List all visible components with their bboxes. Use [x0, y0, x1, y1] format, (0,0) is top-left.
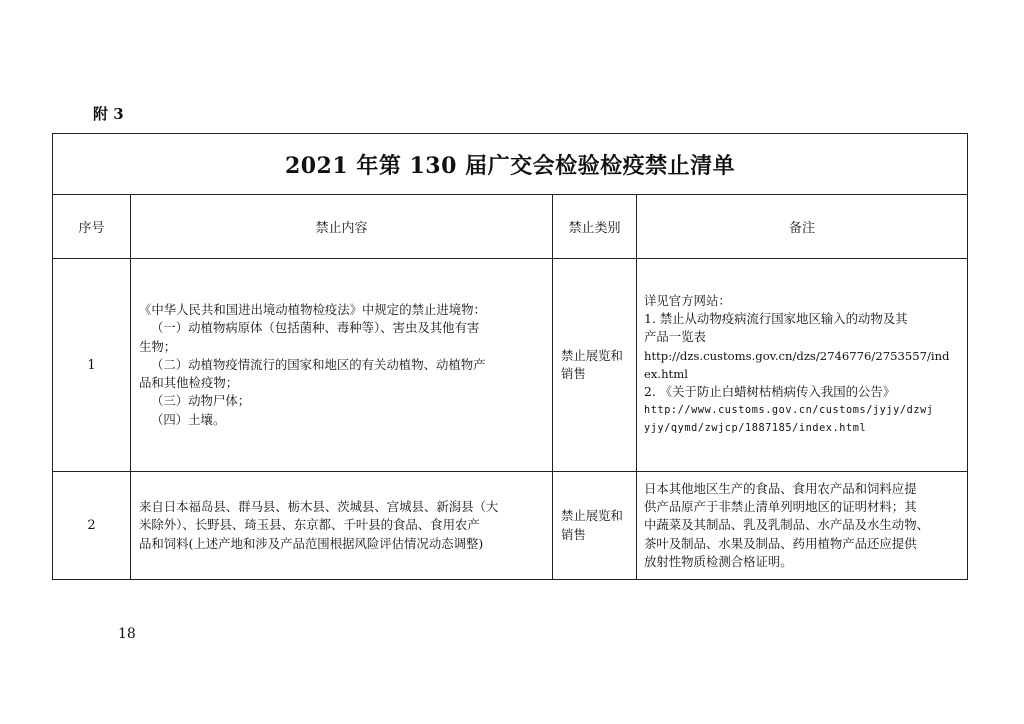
prohibition-category: [553, 472, 637, 580]
table-row: [53, 472, 968, 580]
page-number: 18: [118, 626, 136, 642]
header-remarks: 备注: [637, 195, 968, 259]
category-line: 销售: [561, 526, 586, 542]
header-category: 禁止类别: [553, 195, 637, 259]
category-line: 禁止展览和: [561, 347, 623, 363]
prohibited-content: [131, 472, 553, 580]
remark-line: 2. 《关于防止白蜡树枯梢病传入我国的公告》: [644, 384, 896, 400]
content-line: 生物；: [139, 338, 177, 354]
remark-link[interactable]: http://www.customs.gov.cn/customs/jyjy/dzwj: [644, 404, 934, 416]
remark-line: 产品一览表: [644, 329, 706, 345]
content-line: 来自日本福岛县、群马县、栃木县、茨城县、宫城县、新潟县（大: [139, 499, 499, 515]
remark-line: 日本其他地区生产的食品、食用农产品和饲料应提: [644, 480, 917, 496]
remark-link[interactable]: yjy/qymd/zwjcp/1887185/index.html: [644, 422, 867, 434]
content-line: 品和饲料(上述产地和涉及产品范围根据风险评估情况动态调整): [139, 535, 484, 551]
content-line: 《中华人民共和国进出境动植物检疫法》中规定的禁止进境物：: [139, 301, 486, 317]
content-line: （二）动植物疫情流行的国家和地区的有关动植物、动植物产: [151, 356, 486, 372]
header-content: 禁止内容: [131, 195, 553, 259]
row-number: 2: [53, 472, 131, 580]
remark-line: 中蔬菜及其制品、乳及乳制品、水产品及水生动物、: [644, 517, 929, 533]
remark-line: 供产品原产于非禁止清单列明地区的证明材料；其: [644, 499, 917, 515]
remark-line: 详见官方网站：: [644, 292, 731, 308]
category-line: 禁止展览和: [561, 508, 623, 524]
prohibition-category: [553, 259, 637, 472]
remark-line: 茶叶及制品、水果及制品、药用植物产品还应提供: [644, 535, 917, 551]
attachment-label: 附 3: [93, 105, 124, 123]
content-line: 品和其他检疫物；: [139, 375, 239, 391]
category-line: 销售: [561, 366, 586, 381]
table-title: 2021 年第 130 届广交会检验检疫禁止清单: [53, 134, 968, 195]
remark-link[interactable]: ex.html: [644, 367, 688, 381]
content-line: （四）土壤。: [151, 411, 226, 427]
prohibition-table: [52, 133, 968, 580]
title-row: [53, 134, 968, 195]
content-line: （一）动植物病原体（包括菌种、毒种等）、害虫及其他有害: [151, 320, 480, 336]
row-number: 1: [53, 259, 131, 472]
header-no: 序号: [53, 195, 131, 259]
header-row: [53, 195, 968, 259]
content-line: （三）动物尸体；: [151, 393, 251, 409]
remarks: [637, 472, 968, 580]
table-row: [53, 259, 968, 472]
content-line: 米除外）、长野县、琦玉县、东京都、千叶县的食品、食用农产: [139, 517, 480, 533]
remark-link[interactable]: http://dzs.customs.gov.cn/dzs/2746776/2753557/ind: [644, 348, 950, 363]
remark-line: 1. 禁止从动物疫病流行国家地区输入的动物及其: [644, 311, 908, 327]
remarks: [637, 259, 968, 472]
prohibited-content: [131, 259, 553, 472]
remark-line: 放射性物质检测合格证明。: [644, 553, 793, 569]
